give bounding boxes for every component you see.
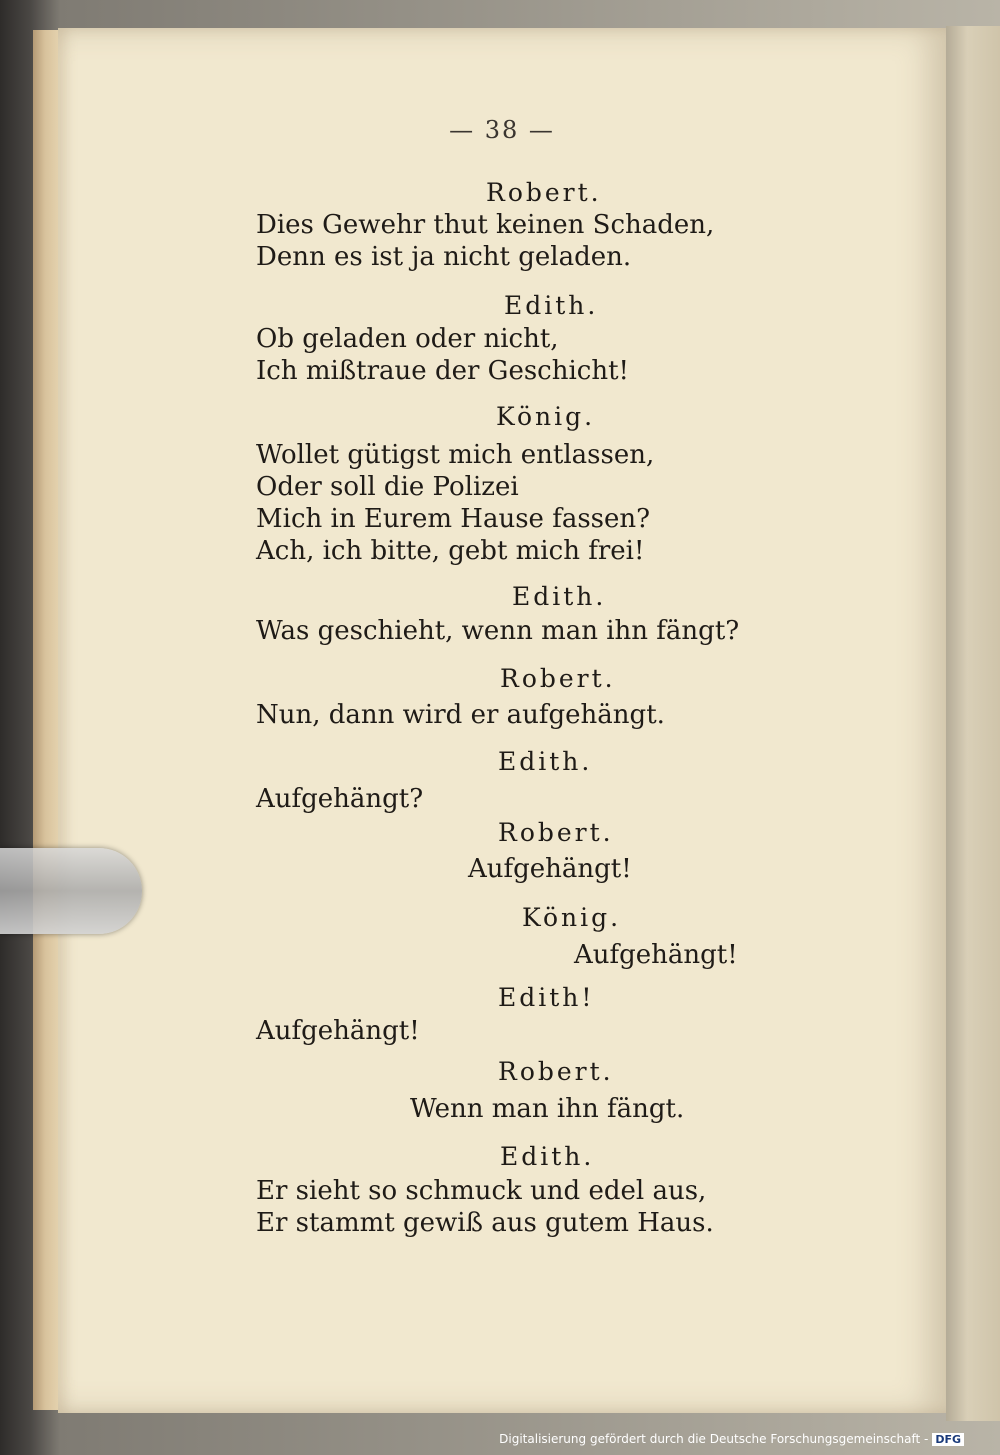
verse-line: Dies Gewehr thut keinen Schaden, xyxy=(256,210,715,240)
speaker-label: Robert. xyxy=(500,664,616,693)
verse-line: Aufgehängt? xyxy=(256,784,424,814)
verse-line: Was geschieht, wenn man ihn fängt? xyxy=(256,616,740,646)
verse-line: Ach, ich bitte, gebt mich frei! xyxy=(256,536,645,566)
page-holder-clip xyxy=(0,848,142,934)
verse-line: Aufgehängt! xyxy=(468,854,632,884)
speaker-label: Robert. xyxy=(498,1057,614,1086)
credit-text: Digitalisierung gefördert durch die Deutsche Forschungsgemeinschaft - xyxy=(499,1432,929,1446)
verse-line: Er stammt gewiß aus gutem Haus. xyxy=(256,1208,714,1238)
book-page xyxy=(58,28,946,1413)
verse-line: Wollet gütigst mich entlassen, xyxy=(256,440,655,470)
page-number: — 38 — xyxy=(449,116,555,144)
speaker-label: Robert. xyxy=(498,818,614,847)
speaker-label: Edith. xyxy=(504,291,599,320)
dfg-logo: DFG xyxy=(932,1433,964,1446)
speaker-label: Edith. xyxy=(498,747,593,776)
speaker-label: Edith. xyxy=(500,1142,595,1171)
speaker-label: Robert. xyxy=(486,178,602,207)
verse-line: Aufgehängt! xyxy=(256,1016,420,1046)
verse-line: Nun, dann wird er aufgehängt. xyxy=(256,700,665,730)
adjacent-page-edge xyxy=(946,26,1000,1421)
verse-line: Er sieht so schmuck und edel aus, xyxy=(256,1176,707,1206)
verse-line: Wenn man ihn fängt. xyxy=(410,1094,685,1124)
digitization-credit xyxy=(499,1432,964,1446)
speaker-label: König. xyxy=(522,903,622,932)
speaker-label: König. xyxy=(496,402,596,431)
verse-line: Aufgehängt! xyxy=(574,940,738,970)
speaker-label: Edith. xyxy=(512,582,607,611)
speaker-label: Edith! xyxy=(498,983,595,1012)
verse-line: Ich mißtraue der Geschicht! xyxy=(256,356,630,386)
verse-line: Denn es ist ja nicht geladen. xyxy=(256,242,632,272)
verse-line: Mich in Eurem Hause fassen? xyxy=(256,504,651,534)
verse-line: Oder soll die Polizei xyxy=(256,472,519,502)
verse-line: Ob geladen oder nicht, xyxy=(256,324,559,354)
